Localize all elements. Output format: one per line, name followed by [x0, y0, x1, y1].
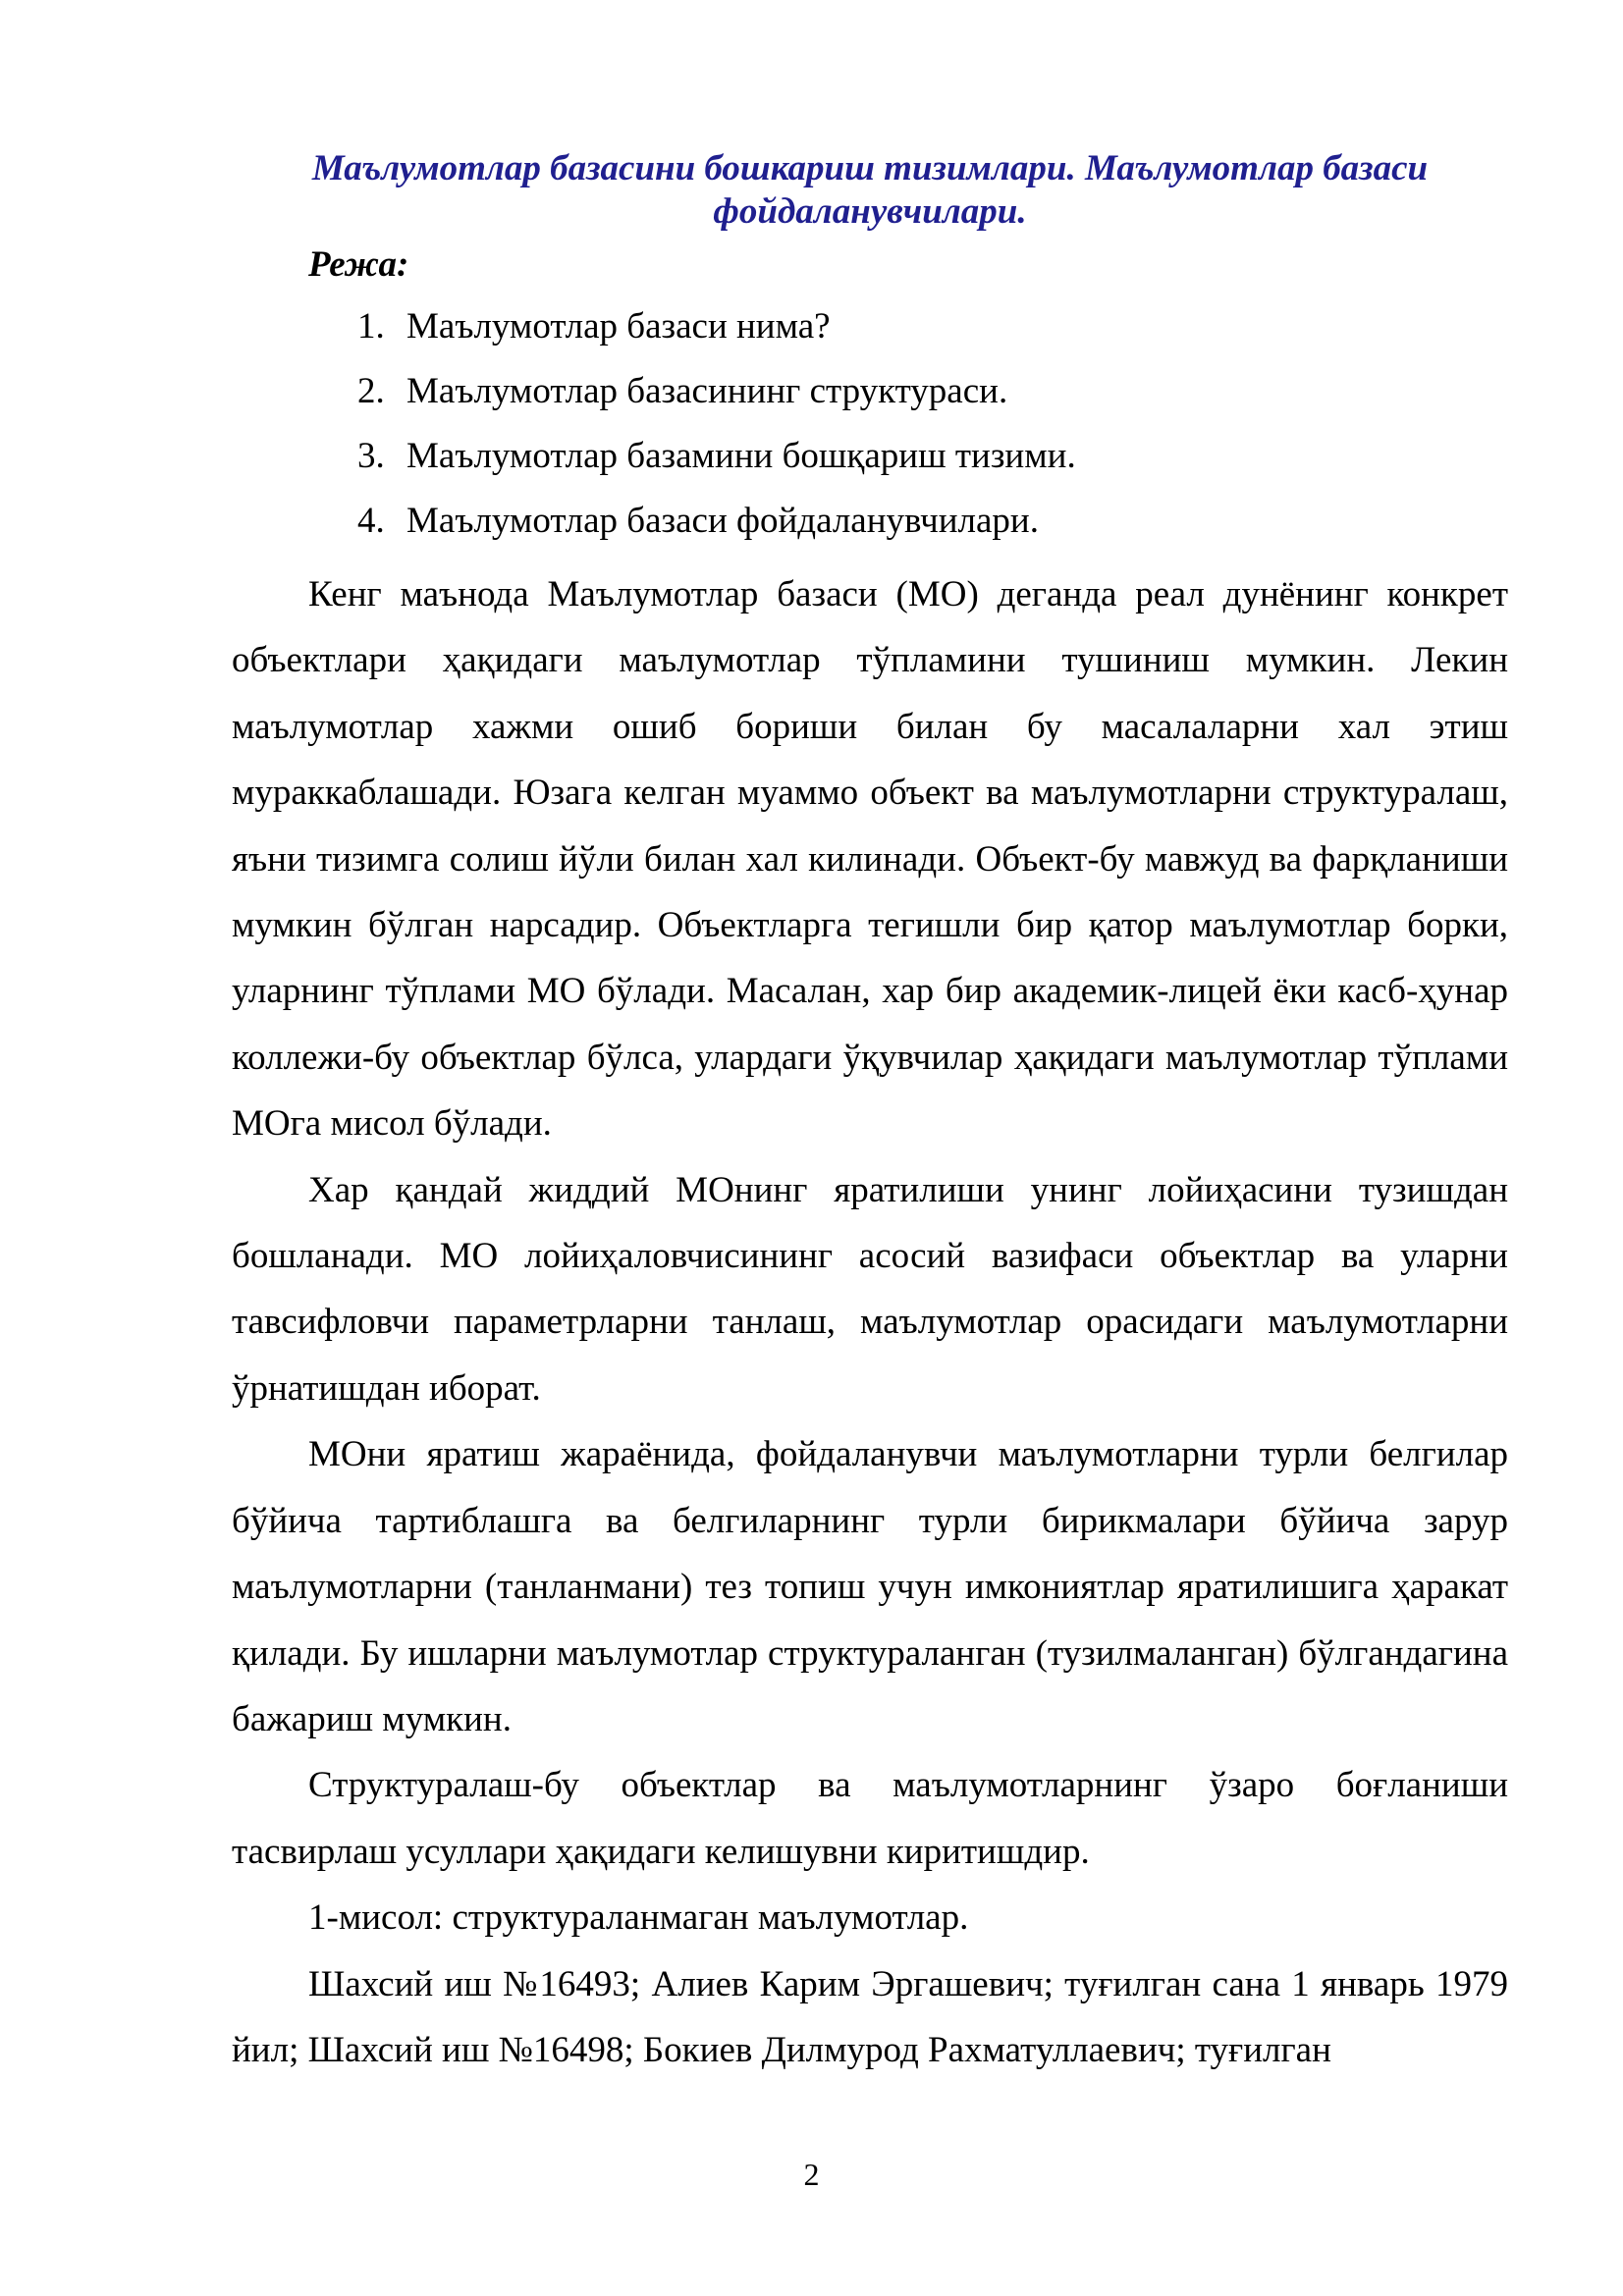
body-text — [232, 561, 1508, 2083]
plan-item-text: Маълумотлар базамини бошқариш тизими. — [406, 436, 1076, 476]
plan-label: Режа: — [308, 244, 409, 285]
plan-item — [357, 429, 1076, 494]
plan-item-text: Маълумотлар базаси нима? — [406, 306, 831, 347]
paragraph: Хар қандай жиддий МОнинг яратилиши унинг лойиҳасини тузишдан бошланади. МО лойиҳаловчисининг асосий вазифаси объектлар ва уларни тавсифловчи параметрларни танлаш, маълумотлар орасидаги маълумотларни ўрнатишдан иборат. — [232, 1169, 1508, 1409]
document-title: Маълумотлар базасини бошкариш тизимлари. Маълумотлар базаси фойдаланувчилари. — [311, 148, 1429, 232]
plan-item — [357, 364, 1076, 429]
plan-item — [357, 494, 1076, 559]
paragraph: 1-мисол: структураланмаган маълумотлар. — [308, 1897, 969, 1939]
paragraph: Структуралаш-бу объектлар ва маълумотларнинг ўзаро боғланиши тасвирлаш усуллари ҳақидаги келишувни киритишдир. — [232, 1765, 1508, 1872]
plan-item-number: 1. — [357, 306, 385, 347]
plan-list — [357, 299, 1076, 559]
plan-item-number: 3. — [357, 436, 385, 476]
plan-item-number: 2. — [357, 371, 385, 411]
paragraph: Кенг маънода Маълумотлар базаси (МО) деганда реал дунёнинг конкрет объектлари ҳақидаги маълумотлар тўпламини тушиниш мумкин. Лекин маълумотлар хажми ошиб бориши билан бу масалаларни хал этиш мураккаблашади. Юзага келган муаммо объект ва маълумотларни структуралаш, яъни тизимга солиш йўли билан хал килинади. Объект-бу мавжуд ва фарқланиши мумкин бўлган нарсадир. Объектларга тегишли бир қатор маълумотлар борки, уларнинг тўплами МО бўлади. Масалан, хар бир академик-лицей ёки касб-ҳунар коллежи-бу объектлар бўлса, улардаги ўқувчилар ҳақидаги маълумотлар тўплами МОга мисол бўлади. — [232, 574, 1508, 1145]
paragraph: Шахсий иш №16493; Алиев Карим Эргашевич; туғилган сана 1 январь 1979 йил; Шахсий иш №16498; Бокиев Дилмурод Рахматуллаевич; туғилган — [232, 1963, 1508, 2070]
page-number: 2 — [803, 2157, 820, 2192]
plan-item — [357, 299, 1076, 364]
plan-item-text: Маълумотлар базаси фойдаланувчилари. — [406, 501, 1039, 541]
paragraph: МОни яратиш жараёнида, фойдаланувчи маълумотларни турли белгилар бўйича тартиблашга ва белгиларнинг турли бирикмалари бўйича зарур маълумотларни (танланмани) тез топиш учун имкониятлар яратилишига ҳаракат қилади. Бу ишларни маълумотлар структураланган (тузилмаланган) бўлгандагина бажариш мумкин. — [232, 1434, 1508, 1739]
plan-item-text: Маълумотлар базасининг структураси. — [406, 371, 1008, 411]
plan-item-number: 4. — [357, 501, 385, 541]
